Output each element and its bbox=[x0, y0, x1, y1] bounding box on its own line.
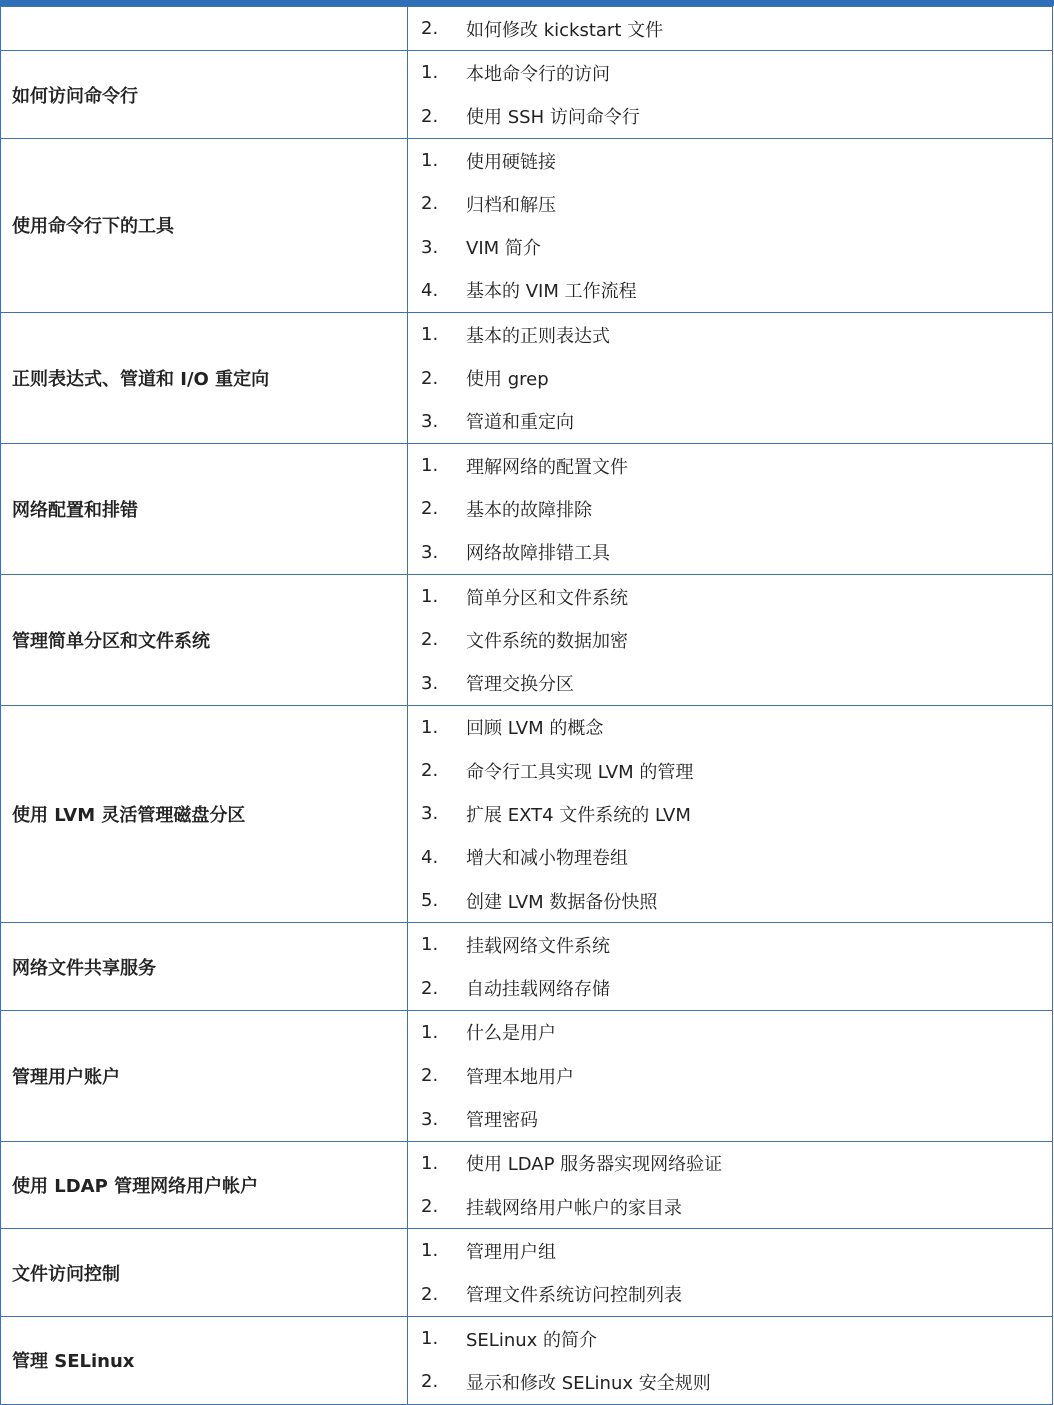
section-topic: 正则表达式、管道和 I/O 重定向 bbox=[1, 313, 408, 444]
list-item bbox=[408, 182, 1052, 225]
list-item bbox=[408, 356, 1052, 399]
list-item bbox=[408, 1360, 1052, 1403]
list-item-label: 管道和重定向 bbox=[466, 412, 574, 434]
list-item bbox=[408, 1097, 1052, 1140]
section-items bbox=[408, 443, 1053, 574]
list-item-number: 1. bbox=[421, 1328, 439, 1350]
list-item-number: 1. bbox=[421, 1021, 439, 1043]
list-item bbox=[408, 139, 1052, 182]
list-item-number: 2. bbox=[421, 977, 439, 999]
section-row bbox=[1, 1316, 1053, 1404]
list-item-label: 简单分区和文件系统 bbox=[466, 587, 628, 609]
list-item-label: 使用 LDAP 服务器实现网络验证 bbox=[466, 1154, 723, 1176]
list-item-label: 使用硬链接 bbox=[466, 151, 556, 173]
list-item bbox=[408, 879, 1052, 922]
list-item-label: 管理交换分区 bbox=[466, 674, 574, 696]
list-item bbox=[408, 95, 1052, 138]
section-topic bbox=[1, 7, 408, 51]
list-item bbox=[408, 444, 1052, 487]
list-item-label: 基本的故障排除 bbox=[466, 499, 592, 521]
list-item-number: 3. bbox=[421, 1108, 439, 1130]
section-items bbox=[408, 1316, 1053, 1404]
section-row bbox=[1, 574, 1053, 705]
section-items bbox=[408, 7, 1053, 51]
list-item bbox=[408, 575, 1052, 618]
section-items bbox=[408, 574, 1053, 705]
list-item-number: 2. bbox=[421, 1196, 439, 1218]
list-item-number: 3. bbox=[421, 803, 439, 825]
section-items bbox=[408, 1010, 1053, 1141]
list-item-number: 2. bbox=[421, 629, 439, 651]
section-topic: 管理 SELinux bbox=[1, 1316, 408, 1404]
section-topic: 如何访问命令行 bbox=[1, 51, 408, 139]
list-item-label: 增大和减小物理卷组 bbox=[466, 848, 628, 870]
section-row bbox=[1, 1229, 1053, 1317]
list-item-number: 2. bbox=[421, 1371, 439, 1393]
section-items bbox=[408, 1141, 1053, 1229]
list-item-number: 3. bbox=[421, 672, 439, 694]
list-item-label: VIM 简介 bbox=[466, 238, 541, 260]
section-row bbox=[1, 923, 1053, 1011]
list-item bbox=[408, 706, 1052, 749]
section-topic: 管理简单分区和文件系统 bbox=[1, 574, 408, 705]
section-items bbox=[408, 51, 1053, 139]
list-item bbox=[408, 269, 1052, 312]
list-item-label: 理解网络的配置文件 bbox=[466, 456, 628, 478]
list-item bbox=[408, 836, 1052, 879]
course-outline-body bbox=[1, 7, 1053, 1405]
list-item-label: 自动挂载网络存储 bbox=[466, 979, 610, 1001]
section-row bbox=[1, 138, 1053, 312]
list-item-label: 回顾 LVM 的概念 bbox=[466, 718, 604, 740]
list-item bbox=[408, 661, 1052, 704]
list-item-number: 2. bbox=[421, 367, 439, 389]
list-item-label: 基本的正则表达式 bbox=[466, 325, 610, 347]
list-item-number: 2. bbox=[421, 760, 439, 782]
section-row bbox=[1, 1010, 1053, 1141]
list-item-number: 2. bbox=[421, 1283, 439, 1305]
list-item bbox=[408, 400, 1052, 443]
section-items bbox=[408, 923, 1053, 1011]
list-item-label: 本地命令行的访问 bbox=[466, 63, 610, 85]
list-item-label: 文件系统的数据加密 bbox=[466, 630, 628, 652]
list-item bbox=[408, 923, 1052, 966]
list-item bbox=[408, 967, 1052, 1010]
list-item-label: 如何修改 kickstart 文件 bbox=[466, 19, 664, 41]
list-item-number: 1. bbox=[421, 62, 439, 84]
list-item bbox=[408, 1185, 1052, 1228]
section-topic: 管理用户账户 bbox=[1, 1010, 408, 1141]
section-row bbox=[1, 51, 1053, 139]
list-item-number: 2. bbox=[421, 18, 439, 40]
list-item bbox=[408, 1142, 1052, 1185]
list-item bbox=[408, 225, 1052, 268]
list-item-label: 命令行工具实现 LVM 的管理 bbox=[466, 761, 694, 783]
list-item-number: 2. bbox=[421, 105, 439, 127]
list-item-number: 3. bbox=[421, 410, 439, 432]
list-item-number: 2. bbox=[421, 498, 439, 520]
list-item-label: 扩展 EXT4 文件系统的 LVM bbox=[466, 804, 691, 826]
list-item-number: 4. bbox=[421, 846, 439, 868]
section-topic: 网络文件共享服务 bbox=[1, 923, 408, 1011]
list-item-number: 1. bbox=[421, 586, 439, 607]
list-item bbox=[408, 1011, 1052, 1054]
list-item-label: 挂载网络文件系统 bbox=[466, 935, 610, 957]
section-topic: 使用 LDAP 管理网络用户帐户 bbox=[1, 1141, 408, 1229]
list-item bbox=[408, 1054, 1052, 1097]
section-row bbox=[1, 443, 1053, 574]
list-item-number: 4. bbox=[421, 279, 439, 301]
list-item-number: 1. bbox=[421, 455, 439, 477]
section-topic: 使用命令行下的工具 bbox=[1, 138, 408, 312]
list-item-number: 3. bbox=[421, 541, 439, 563]
list-item bbox=[408, 487, 1052, 530]
list-item-number: 1. bbox=[421, 1240, 439, 1262]
list-item bbox=[408, 313, 1052, 356]
list-item-number: 1. bbox=[421, 934, 439, 956]
list-item bbox=[408, 1317, 1052, 1360]
course-outline-table bbox=[0, 6, 1053, 1405]
list-item-number: 2. bbox=[421, 1065, 439, 1087]
section-items bbox=[408, 138, 1053, 312]
list-item-label: 基本的 VIM 工作流程 bbox=[466, 281, 637, 303]
list-item-number: 5. bbox=[421, 890, 439, 912]
list-item-label: 使用 SSH 访问命令行 bbox=[466, 107, 640, 129]
list-item bbox=[408, 618, 1052, 661]
list-item-number: 3. bbox=[421, 236, 439, 258]
section-row bbox=[1, 705, 1053, 922]
section-row bbox=[1, 313, 1053, 444]
list-item-label: 归档和解压 bbox=[466, 194, 556, 216]
section-items bbox=[408, 313, 1053, 444]
list-item bbox=[408, 531, 1052, 574]
section-items bbox=[408, 1229, 1053, 1317]
list-item-number: 1. bbox=[421, 1152, 439, 1174]
list-item bbox=[408, 7, 1052, 50]
section-topic: 网络配置和排错 bbox=[1, 443, 408, 574]
section-topic: 使用 LVM 灵活管理磁盘分区 bbox=[1, 705, 408, 922]
list-item-number: 1. bbox=[421, 150, 439, 172]
list-item bbox=[408, 1273, 1052, 1316]
list-item bbox=[408, 1229, 1052, 1272]
list-item bbox=[408, 749, 1052, 792]
list-item-label: 管理用户组 bbox=[466, 1241, 556, 1263]
list-item-label: 网络故障排错工具 bbox=[466, 543, 610, 565]
list-item-label: 创建 LVM 数据备份快照 bbox=[466, 891, 658, 913]
list-item-label: 使用 grep bbox=[466, 369, 549, 391]
section-items bbox=[408, 705, 1053, 922]
list-item-label: 管理本地用户 bbox=[466, 1066, 574, 1088]
list-item-number: 2. bbox=[421, 193, 439, 215]
list-item-number: 1. bbox=[421, 324, 439, 346]
list-item-label: 管理密码 bbox=[466, 1110, 538, 1132]
section-topic: 文件访问控制 bbox=[1, 1229, 408, 1317]
list-item bbox=[408, 792, 1052, 835]
list-item-label: 什么是用户 bbox=[466, 1023, 556, 1045]
list-item-number: 1. bbox=[421, 716, 439, 738]
list-item-label: 显示和修改 SELinux 安全规则 bbox=[466, 1372, 711, 1394]
list-item-label: 挂载网络用户帐户的家目录 bbox=[466, 1197, 682, 1219]
list-item-label: SELinux 的简介 bbox=[466, 1329, 598, 1351]
list-item bbox=[408, 51, 1052, 94]
section-row bbox=[1, 1141, 1053, 1229]
list-item-label: 管理文件系统访问控制列表 bbox=[466, 1285, 682, 1307]
section-row bbox=[1, 7, 1053, 51]
